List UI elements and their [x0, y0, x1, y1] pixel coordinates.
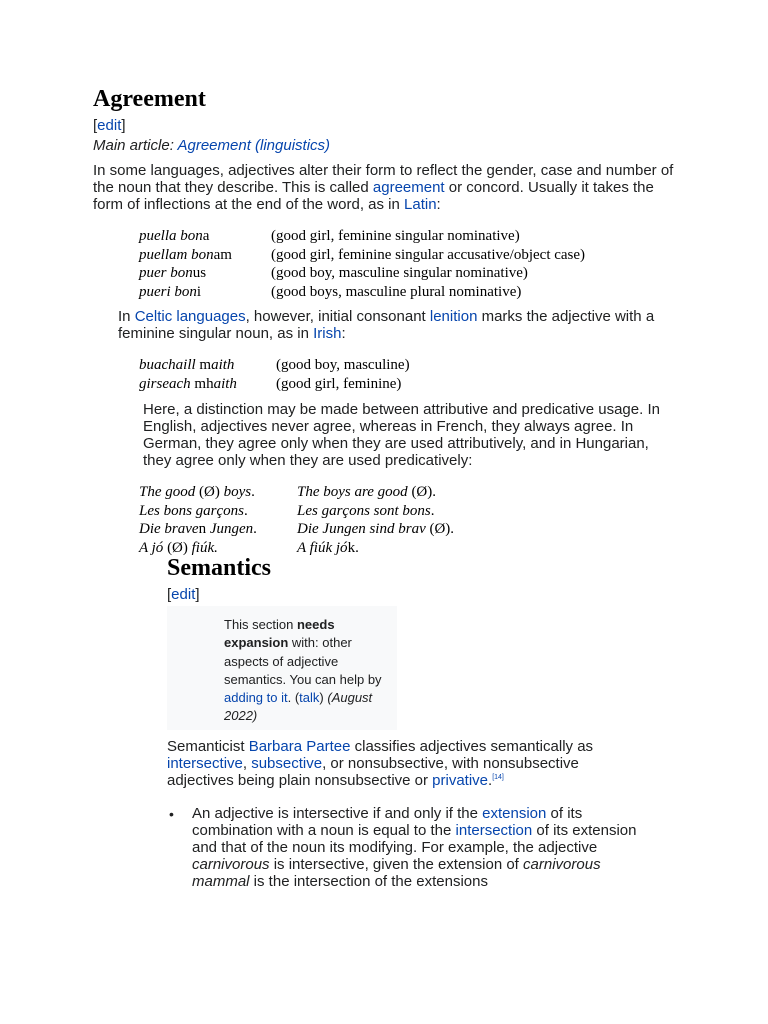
link-privative[interactable]: privative — [432, 772, 489, 789]
agreement-paragraph-2: In Celtic languages, however, initial consonant lenition marks the adjective with a feminine singular noun, as in Irish: — [118, 308, 655, 342]
reference-14[interactable]: [14] — [492, 774, 504, 781]
link-extension[interactable]: extension — [482, 805, 547, 822]
expansion-notice — [167, 606, 397, 730]
main-article-link[interactable]: Agreement (linguistics) — [177, 137, 331, 154]
section-heading-agreement: Agreement — [93, 86, 206, 112]
link-agreement[interactable]: agreement — [372, 179, 445, 196]
edit-section-agreement: [edit] — [93, 117, 126, 134]
bullet-icon: • — [169, 806, 174, 822]
link-celtic-languages[interactable]: Celtic languages — [134, 308, 246, 325]
link-lenition[interactable]: lenition — [429, 308, 478, 325]
hatnote-prefix: Main article: — [93, 137, 178, 154]
latin-examples: puella bona (good girl, feminine singular nominative) puellam bonam (good girl, feminine singular accusative/object case) puer bonus (good boy, masculine singular nominative) pueri boni (good boys, masculine plural nominative) — [139, 228, 586, 300]
link-irish[interactable]: Irish — [313, 325, 342, 342]
semantics-paragraph-1: Semanticist Barbara Partee classifies adjectives semantically as intersective, subsective, or nonsubsective, with nonsubsective adjectives being plain nonsubsective or privative.[14] — [167, 738, 594, 789]
attributive-predicative-examples: The good (Ø) boys. The boys are good (Ø). Les bons garçons. Les garçons sont bons. Die braven Jungen. Die Jungen sind brav (Ø). A jó (Ø) fiúk. A fiúk jók. — [139, 484, 455, 556]
link-intersection[interactable]: intersection — [455, 822, 533, 839]
link-latin[interactable]: Latin — [404, 196, 437, 213]
section-heading-semantics: Semantics — [167, 555, 271, 581]
agreement-paragraph-1: In some languages, adjectives alter their form to reflect the gender, case and number of the noun that they describe. This is called agreement or concord. Usually it takes the form of inflections at the end of the word, as in Latin: — [93, 162, 674, 213]
link-barbara-partee[interactable]: Barbara Partee — [248, 738, 351, 755]
notice-text: This section needs expansion with: other aspects of adjective semantics. You can help by adding to it. (talk) (August 2022) — [224, 617, 382, 724]
bullet-item-intersective: An adjective is intersective if and only if the extension of its combination with a noun is equal to the intersection of its extension and that of the noun its modifying. For example, the adjective carnivorous is intersective, given the extension of carnivorous mammal is the intersection of the extensions — [192, 805, 637, 890]
edit-link[interactable]: edit — [171, 586, 196, 603]
edit-link[interactable]: edit — [97, 117, 122, 134]
talk-link[interactable]: talk — [299, 690, 320, 706]
agreement-paragraph-3: Here, a distinction may be made between attributive and predicative usage. In English, adjectives never agree, whereas in French, they always agree. In German, they agree only when they are used attributively, and in Hungarian, they agree only when they are used predicatively: — [143, 401, 660, 469]
adding-to-it-link[interactable]: adding to it — [224, 690, 288, 706]
link-intersective[interactable]: intersective — [167, 755, 243, 772]
link-subsective[interactable]: subsective — [251, 755, 323, 772]
main-article-hatnote — [93, 137, 330, 154]
edit-section-semantics: [edit] — [167, 586, 200, 603]
irish-examples: buachaill maith (good boy, masculine) girseach mhaith (good girl, feminine) — [139, 357, 410, 392]
